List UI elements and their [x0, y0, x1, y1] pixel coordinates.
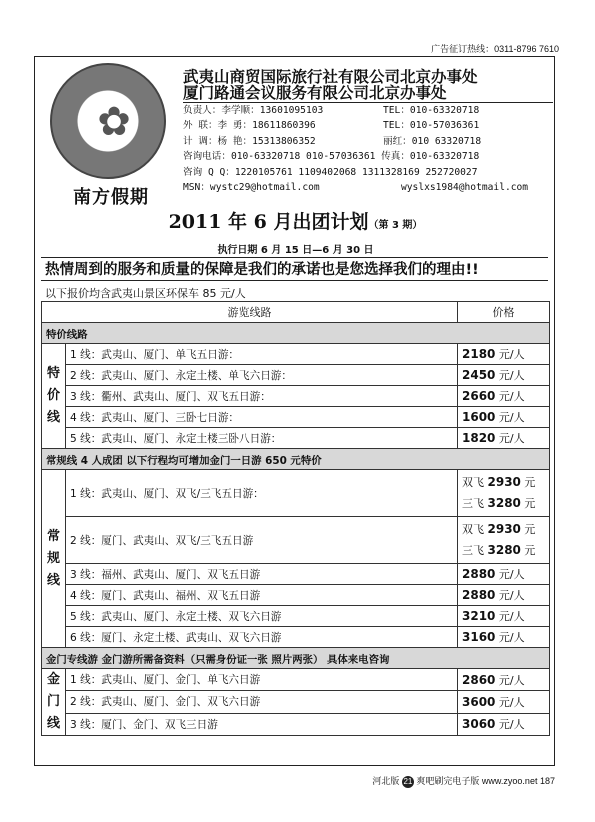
price-cell: 双飞 2930 元 三飞 3280 元	[458, 517, 550, 564]
section-title: 特价线路	[42, 323, 550, 344]
table-row	[42, 386, 550, 407]
route-cell: 3 线：厦门、金门、双飞三日游	[66, 713, 458, 735]
section-side-label: 特 价 线	[42, 344, 66, 449]
contact-planner-tel: 丽红：010 63320718	[383, 135, 482, 147]
price-cell: 2180 元/人	[458, 344, 550, 365]
ad-frame	[34, 56, 555, 766]
contact-qq: 咨询 Q Q：1220105761 1109402068 1311328169 252720027	[183, 166, 478, 178]
title-issue: （第 3 期）	[368, 220, 423, 231]
section-side-label: 金 门 线	[42, 669, 66, 736]
table-row	[42, 691, 550, 713]
col-header-route: 游览线路	[42, 302, 458, 323]
route-cell: 5 线：武夷山、厦门、永定土楼、双飞六日游	[66, 606, 458, 627]
route-cell: 4 线：厦门、武夷山、福州、双飞五日游	[66, 585, 458, 606]
section-title: 金门专线游 金门游所需备资料（只需身份证一张 照片两张） 具体来电咨询	[42, 648, 550, 669]
route-cell: 2 线：厦门、武夷山、双飞/三飞五日游	[66, 517, 458, 564]
exec-date: 执行日期 6 月 15 日—6 月 30 日	[217, 245, 374, 256]
footer-text: 爽吧刷完电子版 www.zyoo.net	[416, 776, 538, 786]
route-cell: 5 线：武夷山、厦门、永定土楼三卧八日游：	[66, 428, 458, 449]
route-cell: 3 线：衢州、武夷山、厦门、双飞五日游：	[66, 386, 458, 407]
price-note: 以下报价均含武夷山景区环保车 85 元/人	[45, 287, 246, 300]
table-row	[42, 365, 550, 386]
route-cell: 1 线：武夷山、厦门、双飞/三飞五日游：	[66, 470, 458, 517]
contact-msn-1: MSN：wystc29@hotmail.com	[183, 181, 320, 193]
route-cell: 2 线：武夷山、厦门、金门、双飞六日游	[66, 691, 458, 713]
table-row	[42, 669, 550, 691]
price-cell: 1600 元/人	[458, 407, 550, 428]
price-cell: 2450 元/人	[458, 365, 550, 386]
table-row	[42, 564, 550, 585]
contact-manager-tel: TEL：010-63320718	[383, 105, 480, 116]
page-footer	[372, 774, 555, 788]
contact-msn-2: wyslxs1984@hotmail.com	[401, 181, 529, 193]
logo-flower-icon: ✿	[97, 99, 131, 145]
price-cell: 2660 元/人	[458, 386, 550, 407]
price-cell: 3160 元/人	[458, 627, 550, 648]
route-cell: 6 线：厦门、永定土楼、武夷山、双飞六日游	[66, 627, 458, 648]
table-row	[42, 407, 550, 428]
col-header-price: 价格	[458, 302, 550, 323]
title-text: 2011 年 6 月出团计划	[168, 211, 369, 233]
table-row	[42, 627, 550, 648]
price-cell: 3060 元/人	[458, 713, 550, 735]
logo-emblem	[50, 63, 166, 179]
ad-hotline: 广告征订热线：0311-8796 7610	[431, 44, 559, 54]
contact-manager: 负责人：李学顺：13601095103	[183, 105, 324, 116]
table-row	[42, 517, 550, 564]
contact-liaison-tel: TEL：010-57036361	[383, 120, 480, 132]
price-cell: 1820 元/人	[458, 428, 550, 449]
table-row	[42, 585, 550, 606]
contact-block	[183, 103, 553, 195]
route-cell: 2 线：武夷山、厦门、永定土楼、单飞六日游：	[66, 365, 458, 386]
route-table	[41, 301, 550, 736]
section-title: 常规线 4 人成团 以下行程均可增加金门一日游 650 元特价	[42, 449, 550, 470]
logo	[45, 63, 177, 208]
company-name-1: 武夷山商贸国际旅行社有限公司北京办事处	[183, 68, 478, 86]
section-side-label: 常 规 线	[42, 470, 66, 648]
route-cell: 3 线：福州、武夷山、厦门、双飞五日游	[66, 564, 458, 585]
logo-name: 南方假期	[73, 187, 149, 208]
price-cell: 2880 元/人	[458, 564, 550, 585]
table-row	[42, 606, 550, 627]
route-cell: 1 线：武夷山、厦门、单飞五日游：	[66, 344, 458, 365]
footer-badge: 21	[403, 776, 413, 786]
contact-liaison: 外 联：李 勇：18611860396	[183, 120, 316, 132]
price-cell: 2860 元/人	[458, 669, 550, 691]
contact-phone-fax: 咨询电话：010-63320718 010-57036361 传真：010-63320718	[183, 151, 480, 163]
page-title	[35, 207, 556, 234]
table-row	[42, 470, 550, 517]
table-row	[42, 713, 550, 735]
price-cell: 双飞 2930 元 三飞 3280 元	[458, 470, 550, 517]
price-cell: 2880 元/人	[458, 585, 550, 606]
table-row	[42, 344, 550, 365]
table-row	[42, 428, 550, 449]
contact-planner: 计 调：杨 艳：15313806352	[183, 135, 316, 147]
price-cell: 3600 元/人	[458, 691, 550, 713]
company-name-2: 厦门路通会议服务有限公司北京办事处	[183, 85, 553, 103]
slogan: 热情周到的服务和质量的保障是我们的承诺也是您选择我们的理由!!	[41, 257, 548, 281]
footer-region: 河北版	[372, 776, 400, 786]
footer-page-number: 187	[539, 776, 555, 786]
price-cell: 3210 元/人	[458, 606, 550, 627]
route-cell: 4 线：武夷山、厦门、三卧七日游：	[66, 407, 458, 428]
route-cell: 1 线：武夷山、厦门、金门、单飞六日游	[66, 669, 458, 691]
